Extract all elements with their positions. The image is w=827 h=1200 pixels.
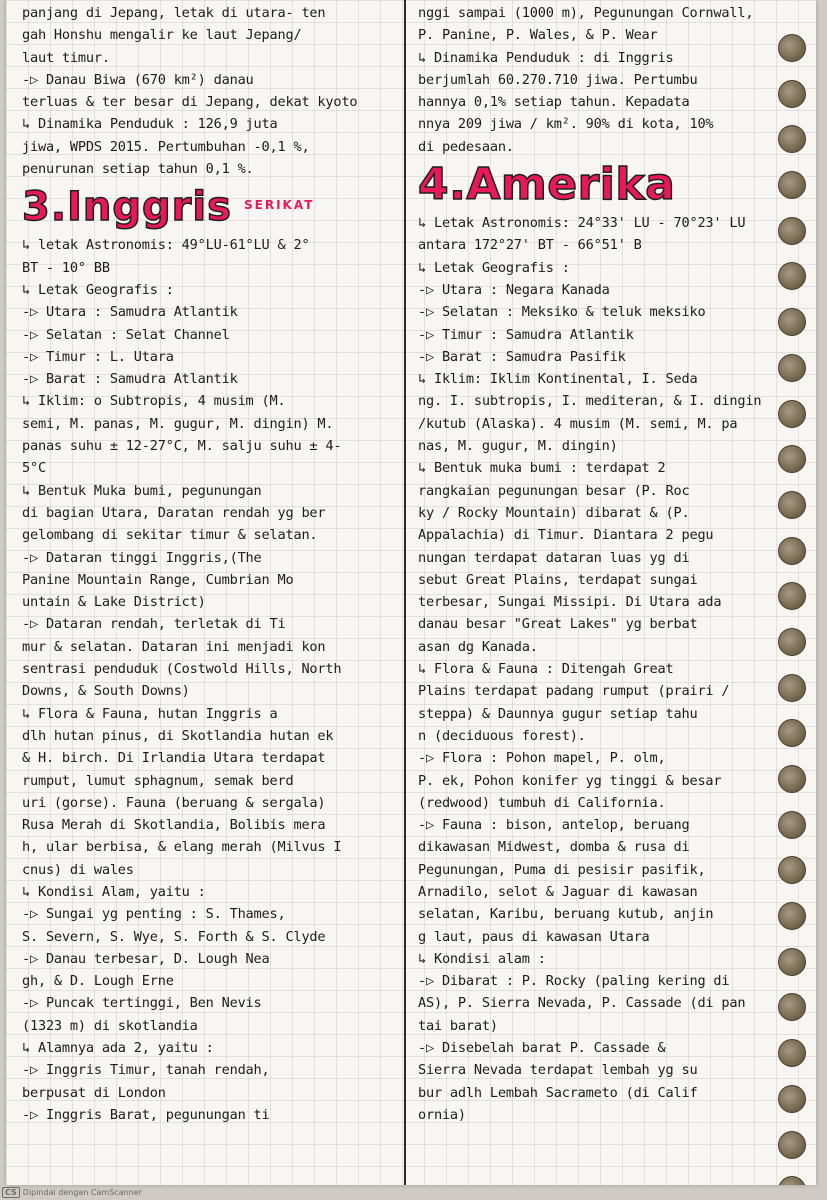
note-line: -▷ Inggris Timur, tanah rendah,	[22, 1062, 270, 1079]
note-line: ky / Rocky Mountain) dibarat & (P.	[418, 504, 690, 521]
note-line: -▷ Selatan : Meksiko & teluk meksiko	[418, 304, 706, 321]
note-line: rangkaian pegunungan besar (P. Roc	[418, 482, 690, 499]
camscanner-text: Dipindai dengan CamScanner	[22, 1188, 142, 1197]
note-line: -▷ Flora : Pohon mapel, P. olm,	[418, 750, 666, 767]
note-line: laut timur.	[22, 49, 110, 66]
note-line: asan dg Kanada.	[418, 638, 538, 655]
note-line: dlh hutan pinus, di Skotlandia hutan ek	[22, 727, 334, 744]
binder-hole	[778, 1039, 806, 1067]
note-line: ↳ Letak Astronomis: 24°33' LU - 70°23' LU	[418, 215, 746, 232]
binder-hole	[778, 445, 806, 473]
note-line: -▷ Timur : Samudra Atlantik	[418, 326, 634, 343]
binder-hole	[778, 628, 806, 656]
note-line: ↳ Flora & Fauna, hutan Inggris a	[22, 705, 278, 722]
note-line: selatan, Karibu, beruang kutub, anjin	[418, 906, 714, 923]
note-line: -▷ Dataran rendah, terletak di Ti	[22, 616, 286, 633]
note-line: ↳ Iklim: Iklim Kontinental, I. Seda	[418, 371, 698, 388]
note-line: ↳ Kondisi alam :	[418, 950, 546, 967]
note-line: sebut Great Plains, terdapat sungai	[418, 571, 698, 588]
note-line: ↳ Dinamika Penduduk : di Inggris	[418, 49, 674, 66]
note-line: ng. I. subtropis, I. mediteran, & I. dingin	[418, 393, 762, 410]
column-divider	[404, 0, 406, 1185]
note-line: Rusa Merah di Skotlandia, Bolibis mera	[22, 817, 326, 834]
note-line: sentrasi penduduk (Costwold Hills, North	[22, 661, 342, 678]
binder-hole	[778, 902, 806, 930]
binder-hole	[778, 765, 806, 793]
left-column	[22, 2, 398, 1126]
note-line: uri (gorse). Fauna (beruang & sergala)	[22, 794, 326, 811]
note-line: -▷ Danau terbesar, D. Lough Nea	[22, 950, 270, 967]
note-line: & H. birch. Di Irlandia Utara terdapat	[22, 750, 326, 767]
note-line: ↳ Kondisi Alam, yaitu :	[22, 883, 206, 900]
heading-amerika: 4.Amerika	[418, 159, 676, 211]
notebook-page	[6, 0, 816, 1185]
inggris-notes	[22, 234, 398, 1126]
binder-hole	[778, 125, 806, 153]
note-line: cnus) di wales	[22, 861, 134, 878]
note-line: terluas & ter besar di Jepang, dekat kyoto	[22, 94, 358, 111]
note-line: -▷ Utara : Samudra Atlantik	[22, 304, 238, 321]
note-line: -▷ Barat : Samudra Atlantik	[22, 371, 238, 388]
note-line: (redwood) tumbuh di California.	[418, 794, 666, 811]
note-line: terbesar, Sungai Missipi. Di Utara ada	[418, 594, 722, 611]
note-line: 5°C	[22, 460, 46, 477]
note-line: tai barat)	[418, 1017, 498, 1034]
note-line: ↳ Letak Geografis :	[22, 281, 174, 298]
note-line: ornia)	[418, 1106, 466, 1123]
binder-hole	[778, 1085, 806, 1113]
note-line: Plains terdapat padang rumput (prairi /	[418, 683, 730, 700]
binder-hole	[778, 811, 806, 839]
note-line: panjang di Jepang, letak di utara- ten	[22, 5, 326, 21]
note-line: -▷ Danau Biwa (670 km²) danau	[22, 71, 254, 88]
note-line: -▷ Dibarat : P. Rocky (paling kering di	[418, 973, 730, 990]
note-line: ↳ letak Astronomis: 49°LU-61°LU & 2°	[22, 237, 310, 254]
note-line: Panine Mountain Range, Cumbrian Mo	[22, 571, 294, 588]
note-line: antara 172°27' BT - 66°51' B	[418, 237, 642, 254]
note-line: untain & Lake District)	[22, 594, 206, 611]
note-line: gh, & D. Lough Erne	[22, 973, 174, 990]
note-line: /kutub (Alaska). 4 musim (M. semi, M. pa	[418, 415, 738, 432]
binder-hole	[778, 948, 806, 976]
note-line: nas, M. gugur, M. dingin)	[418, 438, 618, 455]
binder-hole	[778, 354, 806, 382]
note-line: -▷ Barat : Samudra Pasifik	[418, 348, 626, 365]
note-line: hannya 0,1% setiap tahun. Kepadata	[418, 94, 690, 111]
note-line: nnya 209 jiwa / km². 90% di kota, 10%	[418, 116, 714, 133]
note-line: nungan terdapat dataran luas yg di	[418, 549, 690, 566]
note-line: rumput, lumut sphagnum, semak berd	[22, 772, 294, 789]
amerika-notes	[418, 212, 778, 1126]
note-line: semi, M. panas, M. gugur, M. dingin) M.	[22, 415, 334, 432]
note-line: berpusat di London	[22, 1084, 166, 1101]
binder-hole	[778, 582, 806, 610]
binder-hole	[778, 171, 806, 199]
binder-hole	[778, 674, 806, 702]
note-line: ↳ Letak Geografis :	[418, 259, 570, 276]
subheading-serikat: SERIKAT	[244, 198, 315, 212]
binder-hole	[778, 1131, 806, 1159]
note-line: -▷ Timur : L. Utara	[22, 348, 174, 365]
scanner-watermark	[2, 1187, 142, 1198]
note-line: AS), P. Sierra Nevada, P. Cassade (di pan	[418, 995, 746, 1012]
note-line: dikawasan Midwest, domba & rusa di	[418, 839, 690, 856]
note-line: penurunan setiap tahun 0,1 %.	[22, 161, 254, 178]
binder-hole	[778, 537, 806, 565]
note-line: -▷ Fauna : bison, antelop, beruang	[418, 817, 690, 834]
note-line: ↳ Bentuk Muka bumi, pegunungan	[22, 482, 262, 499]
note-line: P. Panine, P. Wales, & P. Wear	[418, 27, 658, 44]
note-line: -▷ Selatan : Selat Channel	[22, 326, 230, 343]
note-line: di pedesaan.	[418, 138, 514, 155]
left-intro-text	[22, 2, 398, 180]
note-line: di bagian Utara, Daratan rendah yg ber	[22, 504, 326, 521]
note-line: Appalachia) di Timur. Diantara 2 pegu	[418, 527, 714, 544]
note-line: ↳ Bentuk muka bumi : terdapat 2	[418, 460, 666, 477]
note-line: danau besar "Great Lakes" yg berbat	[418, 616, 698, 633]
note-line: mur & selatan. Dataran ini menjadi kon	[22, 638, 326, 655]
binder-hole	[778, 1176, 806, 1185]
note-line: -▷ Disebelah barat P. Cassade &	[418, 1040, 666, 1057]
note-line: S. Severn, S. Wye, S. Forth & S. Clyde	[22, 928, 326, 945]
note-line: gah Honshu mengalir ke laut Jepang/	[22, 27, 302, 44]
heading-inggris: 3.Inggris	[22, 184, 232, 231]
note-line: ↳ Dinamika Penduduk : 126,9 juta	[22, 116, 278, 133]
binder-hole	[778, 80, 806, 108]
binder-hole	[778, 400, 806, 428]
binder-hole	[778, 856, 806, 884]
note-line: -▷ Utara : Negara Kanada	[418, 281, 610, 298]
binder-hole	[778, 262, 806, 290]
note-line: -▷ Inggris Barat, pegunungan ti	[22, 1106, 270, 1123]
note-line: jiwa, WPDS 2015. Pertumbuhan -0,1 %,	[22, 138, 310, 155]
note-line: ↳ Alamnya ada 2, yaitu :	[22, 1040, 214, 1057]
note-line: n (deciduous forest).	[418, 727, 586, 744]
note-line: gelombang di sekitar timur & selatan.	[22, 527, 318, 544]
binder-hole	[778, 308, 806, 336]
note-line: -▷ Puncak tertinggi, Ben Nevis	[22, 995, 262, 1012]
note-line: bur adlh Lembah Sacrameto (di Calif	[418, 1084, 698, 1101]
note-line: Downs, & South Downs)	[22, 683, 190, 700]
note-line: Arnadilo, selot & Jaguar di kawasan	[418, 883, 698, 900]
note-line: (1323 m) di skotlandia	[22, 1017, 198, 1034]
note-line: -▷ Sungai yg penting : S. Thames,	[22, 906, 286, 923]
binder-hole	[778, 491, 806, 519]
note-line: berjumlah 60.270.710 jiwa. Pertumbu	[418, 71, 698, 88]
note-line: ↳ Iklim: o Subtropis, 4 musim (M.	[22, 393, 286, 410]
note-line: steppa) & Daunnya gugur setiap tahu	[418, 705, 698, 722]
note-line: Pegunungan, Puma di pesisir pasifik,	[418, 861, 706, 878]
camscanner-badge: CS	[2, 1187, 20, 1198]
binder-hole	[778, 993, 806, 1021]
note-line: ↳ Flora & Fauna : Ditengah Great	[418, 661, 674, 678]
binder-holes	[778, 34, 816, 1185]
right-intro-text	[418, 2, 778, 158]
note-line: Sierra Nevada terdapat lembah yg su	[418, 1062, 698, 1079]
note-line: g laut, paus di kawasan Utara	[418, 928, 650, 945]
binder-hole	[778, 217, 806, 245]
note-line: nggi sampai (1000 m), Pegunungan Cornwall,	[418, 5, 754, 21]
note-line: BT - 10° BB	[22, 259, 110, 276]
binder-hole	[778, 34, 806, 62]
right-column	[418, 2, 778, 1126]
binder-hole	[778, 719, 806, 747]
note-line: P. ek, Pohon konifer yg tinggi & besar	[418, 772, 722, 789]
note-line: h, ular berbisa, & elang merah (Milvus I	[22, 839, 342, 856]
note-line: -▷ Dataran tinggi Inggris,(The	[22, 549, 262, 566]
note-line: panas suhu ± 12-27°C, M. salju suhu ± 4-	[22, 438, 342, 455]
